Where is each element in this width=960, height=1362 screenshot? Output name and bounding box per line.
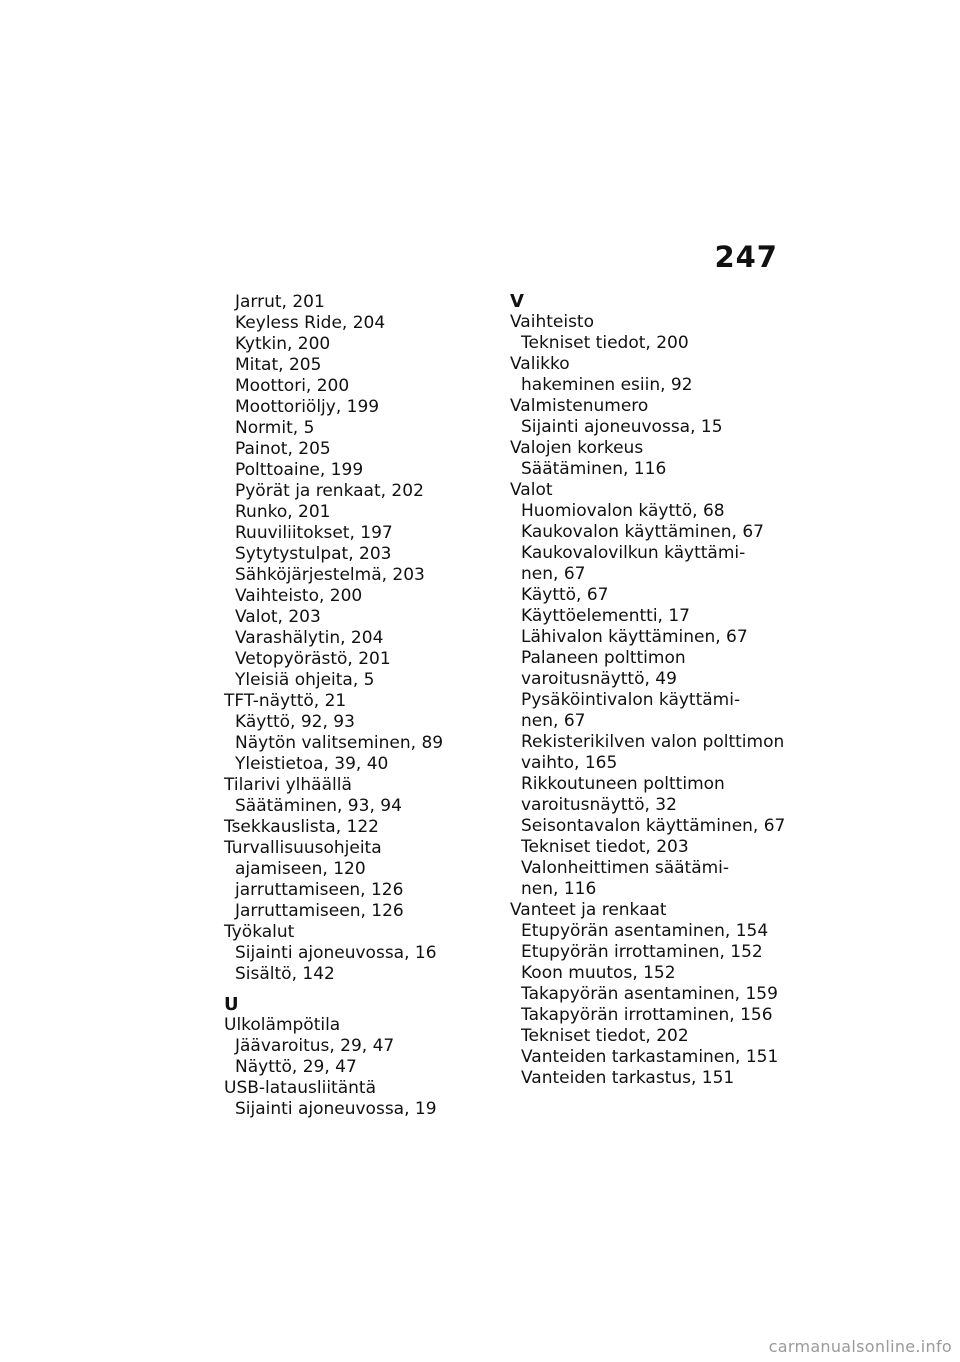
index-subentry: Huomiovalon käyttö, 68 <box>521 501 725 521</box>
index-entry: Tsekkauslista, 122 <box>224 817 379 837</box>
index-subentry: Tekniset tiedot, 202 <box>521 1026 689 1046</box>
index-subentry: nen, 116 <box>521 879 597 899</box>
index-subentry: Mitat, 205 <box>235 355 322 375</box>
index-subentry: Näyttö, 29, 47 <box>235 1057 357 1077</box>
index-subentry: Keyless Ride, 204 <box>235 313 386 333</box>
index-subentry: Kytkin, 200 <box>235 334 331 354</box>
index-column-left <box>224 292 474 1120</box>
watermark-footer: carmanualsonline.info <box>768 1337 952 1356</box>
index-subentry: Palaneen polttimon <box>521 648 686 668</box>
index-subentry: varoitusnäyttö, 32 <box>521 795 677 815</box>
index-subentry: Moottori, 200 <box>235 376 350 396</box>
index-subentry: Jäävaroitus, 29, 47 <box>235 1036 395 1056</box>
index-subentry: Käyttö, 67 <box>521 585 609 605</box>
index-subentry: Pysäköintivalon käyttämi- <box>521 690 741 710</box>
index-subentry: vaihto, 165 <box>521 753 618 773</box>
index-subentry: Takapyörän irrottaminen, 156 <box>521 1005 773 1025</box>
index-subentry: ajamiseen, 120 <box>235 859 366 879</box>
index-subentry: Yleisiä ohjeita, 5 <box>235 670 375 690</box>
index-subentry: Koon muutos, 152 <box>521 963 676 983</box>
index-subentry: Moottoriöljy, 199 <box>235 397 380 417</box>
index-entry: Vaihteisto <box>510 312 594 332</box>
index-subentry: Runko, 201 <box>235 502 331 522</box>
index-subentry: Normit, 5 <box>235 418 315 438</box>
index-subentry: Etupyörän asentaminen, 154 <box>521 921 769 941</box>
index-subentry: Vanteiden tarkastus, 151 <box>521 1068 735 1088</box>
index-subentry: Pyörät ja renkaat, 202 <box>235 481 424 501</box>
index-subentry: jarruttamiseen, 126 <box>235 880 404 900</box>
index-subentry: Vaihteisto, 200 <box>235 586 363 606</box>
index-subentry: Kaukovalon käyttäminen, 67 <box>521 522 764 542</box>
index-entry: Tilarivi ylhäällä <box>224 775 352 795</box>
index-subentry: Yleistietoa, 39, 40 <box>235 754 389 774</box>
index-subentry: Jarrut, 201 <box>235 292 325 312</box>
index-subentry: Sytytystulpat, 203 <box>235 544 392 564</box>
index-subentry: Seisontavalon käyttäminen, 67 <box>521 816 786 836</box>
index-subentry: Käyttöelementti, 17 <box>521 606 690 626</box>
index-subentry: Sisältö, 142 <box>235 964 335 984</box>
index-entry: TFT-näyttö, 21 <box>224 691 347 711</box>
index-section-letter: V <box>510 291 524 312</box>
index-section-letter: U <box>224 994 239 1015</box>
index-entry: USB-latausliitäntä <box>224 1078 376 1098</box>
index-subentry: Sijainti ajoneuvossa, 16 <box>235 943 437 963</box>
index-subentry: Ruuviliitokset, 197 <box>235 523 393 543</box>
index-subentry: Jarruttamiseen, 126 <box>235 901 404 921</box>
index-subentry: nen, 67 <box>521 564 586 584</box>
index-subentry: Kaukovalovilkun käyttämi- <box>521 543 746 563</box>
index-entry: Valot <box>510 480 553 500</box>
index-subentry: Valot, 203 <box>235 607 321 627</box>
index-entry: Työkalut <box>224 922 295 942</box>
index-subentry: Näytön valitseminen, 89 <box>235 733 444 753</box>
index-subentry: Säätäminen, 93, 94 <box>235 796 402 816</box>
index-subentry: Tekniset tiedot, 203 <box>521 837 689 857</box>
index-subentry: Käyttö, 92, 93 <box>235 712 355 732</box>
index-column-right <box>510 292 790 1089</box>
index-subentry: Sijainti ajoneuvossa, 15 <box>521 417 723 437</box>
index-subentry: nen, 67 <box>521 711 586 731</box>
index-subentry: varoitusnäyttö, 49 <box>521 669 677 689</box>
index-subentry: Tekniset tiedot, 200 <box>521 333 689 353</box>
index-subentry: Rikkoutuneen polttimon <box>521 774 725 794</box>
index-subentry: Sijainti ajoneuvossa, 19 <box>235 1099 437 1119</box>
index-subentry: Vanteiden tarkastaminen, 151 <box>521 1047 779 1067</box>
index-subentry: Rekisterikilven valon polttimon <box>521 732 785 752</box>
index-subentry: Painot, 205 <box>235 439 331 459</box>
index-subentry: Etupyörän irrottaminen, 152 <box>521 942 763 962</box>
index-entry: Valmistenumero <box>510 396 649 416</box>
index-subentry: hakeminen esiin, 92 <box>521 375 693 395</box>
index-subentry: Säätäminen, 116 <box>521 459 667 479</box>
page-number: 247 <box>714 240 778 274</box>
index-subentry: Lähivalon käyttäminen, 67 <box>521 627 748 647</box>
index-entry: Turvallisuusohjeita <box>224 838 382 858</box>
index-subentry: Takapyörän asentaminen, 159 <box>521 984 778 1004</box>
index-entry: Valikko <box>510 354 570 374</box>
index-entry: Ulkolämpötila <box>224 1015 341 1035</box>
index-entry: Valojen korkeus <box>510 438 644 458</box>
index-subentry: Vetopyörästö, 201 <box>235 649 391 669</box>
index-subentry: Polttoaine, 199 <box>235 460 364 480</box>
index-subentry: Sähköjärjestelmä, 203 <box>235 565 425 585</box>
index-subentry: Varashälytin, 204 <box>235 628 384 648</box>
index-subentry: Valonheittimen säätämi- <box>521 858 730 878</box>
index-entry: Vanteet ja renkaat <box>510 900 667 920</box>
